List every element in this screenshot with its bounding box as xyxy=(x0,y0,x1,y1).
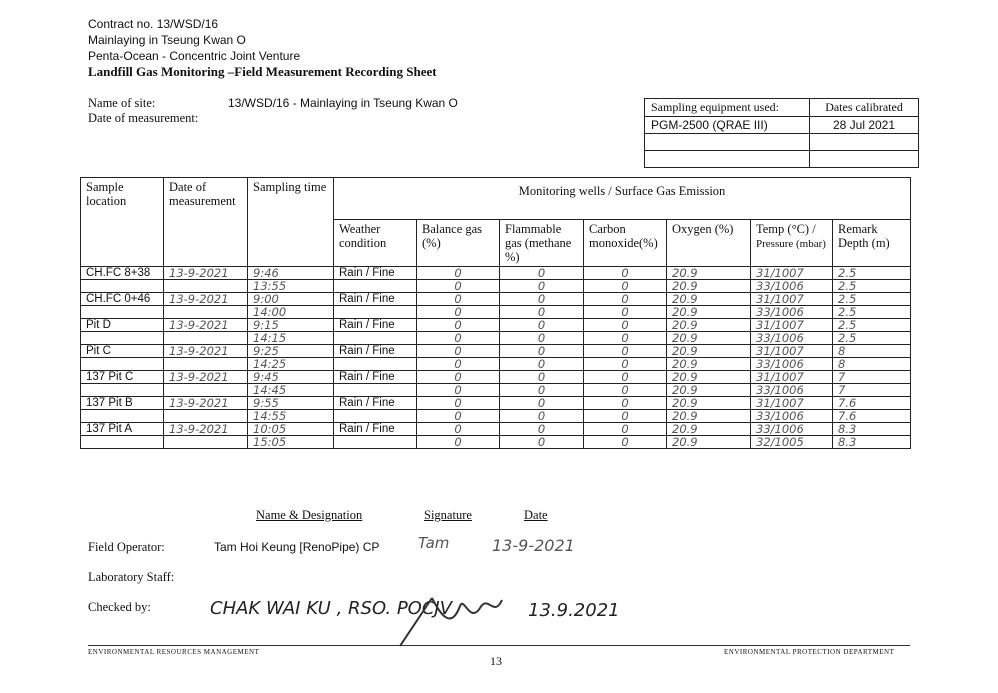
cell-date xyxy=(164,358,248,371)
cell-location xyxy=(81,384,164,397)
cell-co: 0 xyxy=(584,397,667,410)
cell-time: 13:55 xyxy=(248,280,334,293)
field-operator-date: 13-9-2021 xyxy=(492,536,575,555)
table-row xyxy=(81,345,911,358)
measurement-date-label: Date of measurement: xyxy=(88,111,199,125)
cell-location: 137 Pit B xyxy=(81,397,164,410)
col-date: Date xyxy=(524,508,548,522)
cell-weather: Rain / Fine xyxy=(334,293,417,306)
cell-weather xyxy=(334,358,417,371)
cell-flammable: 0 xyxy=(500,397,584,410)
cell-date xyxy=(164,436,248,449)
calibration-header: Dates calibrated xyxy=(810,99,919,117)
cell-date: 13-9-2021 xyxy=(164,423,248,436)
cell-time: 14:55 xyxy=(248,410,334,423)
cell-temp: 31/1007 xyxy=(751,345,833,358)
cell-time: 14:45 xyxy=(248,384,334,397)
table-row xyxy=(81,293,911,306)
cell-temp: 33/1006 xyxy=(751,306,833,319)
cell-location xyxy=(81,358,164,371)
cell-remark: 8.3 xyxy=(833,423,911,436)
cell-date xyxy=(164,410,248,423)
col-signature: Signature xyxy=(424,508,472,522)
header-date: Date of measurement xyxy=(164,178,248,267)
cell-temp: 33/1006 xyxy=(751,332,833,345)
cell-date xyxy=(164,280,248,293)
cell-remark: 2.5 xyxy=(833,306,911,319)
cell-oxygen: 20.9 xyxy=(667,345,751,358)
cell-co: 0 xyxy=(584,280,667,293)
calibration-empty-cell xyxy=(810,134,919,151)
table-row xyxy=(81,436,911,449)
contractor-name: Penta-Ocean - Concentric Joint Venture xyxy=(88,49,301,63)
cell-co: 0 xyxy=(584,332,667,345)
cell-weather: Rain / Fine xyxy=(334,397,417,410)
cell-time: 10:05 xyxy=(248,423,334,436)
cell-date xyxy=(164,332,248,345)
cell-oxygen: 20.9 xyxy=(667,410,751,423)
table-row xyxy=(81,280,911,293)
cell-flammable: 0 xyxy=(500,436,584,449)
cell-flammable: 0 xyxy=(500,371,584,384)
cell-balance: 0 xyxy=(417,280,500,293)
cell-temp: 33/1006 xyxy=(751,423,833,436)
cell-time: 9:55 xyxy=(248,397,334,410)
cell-time: 14:25 xyxy=(248,358,334,371)
cell-oxygen: 20.9 xyxy=(667,436,751,449)
cell-balance: 0 xyxy=(417,319,500,332)
header-oxygen: Oxygen (%) xyxy=(667,220,751,267)
equipment-table xyxy=(644,98,919,168)
cell-location: CH.FC 8+38 xyxy=(81,267,164,280)
project-name: Mainlaying in Tseung Kwan O xyxy=(88,33,246,47)
cell-weather: Rain / Fine xyxy=(334,319,417,332)
cell-location: Pit C xyxy=(81,345,164,358)
cell-balance: 0 xyxy=(417,293,500,306)
cell-location xyxy=(81,306,164,319)
cell-date: 13-9-2021 xyxy=(164,397,248,410)
site-name-label: Name of site: xyxy=(88,96,156,110)
cell-remark: 2.5 xyxy=(833,280,911,293)
cell-balance: 0 xyxy=(417,345,500,358)
checked-by-label: Checked by: xyxy=(88,600,151,614)
cell-balance: 0 xyxy=(417,358,500,371)
document-header xyxy=(88,16,437,80)
cell-remark: 7 xyxy=(833,384,911,397)
calibration-date: 28 Jul 2021 xyxy=(810,117,919,134)
cell-flammable: 0 xyxy=(500,280,584,293)
cell-date: 13-9-2021 xyxy=(164,371,248,384)
field-operator-label: Field Operator: xyxy=(88,540,165,554)
cell-location: 137 Pit C xyxy=(81,371,164,384)
cell-co: 0 xyxy=(584,267,667,280)
header-temp: Temp (°C) / xyxy=(756,222,816,236)
cell-co: 0 xyxy=(584,371,667,384)
cell-time: 9:15 xyxy=(248,319,334,332)
cell-weather xyxy=(334,306,417,319)
header-weather: Weather condition xyxy=(334,220,417,267)
monitoring-table xyxy=(80,177,911,449)
field-operator-signature: Tam xyxy=(418,534,450,552)
cell-balance: 0 xyxy=(417,306,500,319)
cell-weather xyxy=(334,332,417,345)
header-remark: Remark Depth (m) xyxy=(833,220,911,267)
cell-flammable: 0 xyxy=(500,319,584,332)
cell-weather xyxy=(334,280,417,293)
cell-location xyxy=(81,436,164,449)
cell-temp: 33/1006 xyxy=(751,410,833,423)
cell-temp: 31/1007 xyxy=(751,267,833,280)
cell-flammable: 0 xyxy=(500,332,584,345)
cell-oxygen: 20.9 xyxy=(667,319,751,332)
header-flammable-gas: Flammable gas (methane %) xyxy=(500,220,584,267)
cell-temp: 31/1007 xyxy=(751,293,833,306)
cell-remark: 7 xyxy=(833,371,911,384)
cell-balance: 0 xyxy=(417,410,500,423)
cell-remark: 8.3 xyxy=(833,436,911,449)
cell-balance: 0 xyxy=(417,436,500,449)
cell-temp: 33/1006 xyxy=(751,280,833,293)
cell-oxygen: 20.9 xyxy=(667,397,751,410)
cell-temp: 33/1006 xyxy=(751,384,833,397)
cell-flammable: 0 xyxy=(500,358,584,371)
table-row xyxy=(81,358,911,371)
table-row xyxy=(81,332,911,345)
cell-flammable: 0 xyxy=(500,410,584,423)
cell-flammable: 0 xyxy=(500,384,584,397)
cell-oxygen: 20.9 xyxy=(667,332,751,345)
cell-oxygen: 20.9 xyxy=(667,267,751,280)
cell-temp: 33/1006 xyxy=(751,358,833,371)
page-number: 13 xyxy=(490,654,502,668)
footer-rule xyxy=(88,645,910,646)
cell-temp: 31/1007 xyxy=(751,371,833,384)
equipment-empty-cell xyxy=(645,151,810,168)
cell-flammable: 0 xyxy=(500,345,584,358)
cell-time: 14:00 xyxy=(248,306,334,319)
header-time: Sampling time xyxy=(248,178,334,267)
cell-weather: Rain / Fine xyxy=(334,423,417,436)
cell-time: 9:45 xyxy=(248,371,334,384)
cell-balance: 0 xyxy=(417,371,500,384)
field-operator-name: Tam Hoi Keung [RenoPipe) CP xyxy=(214,540,380,554)
cell-remark: 7.6 xyxy=(833,397,911,410)
header-location: Sample location xyxy=(81,178,164,267)
cell-co: 0 xyxy=(584,293,667,306)
header-carbon-monoxide: Carbon monoxide(%) xyxy=(584,220,667,267)
table-row xyxy=(81,397,911,410)
cell-date xyxy=(164,306,248,319)
cell-temp: 32/1005 xyxy=(751,436,833,449)
cell-time: 15:05 xyxy=(248,436,334,449)
cell-oxygen: 20.9 xyxy=(667,384,751,397)
cell-oxygen: 20.9 xyxy=(667,293,751,306)
header-temp-pressure xyxy=(751,220,833,267)
cell-weather xyxy=(334,436,417,449)
table-row xyxy=(81,306,911,319)
cell-date: 13-9-2021 xyxy=(164,293,248,306)
footer-right: ENVIRONMENTAL PROTECTION DEPARTMENT xyxy=(724,648,895,656)
table-row xyxy=(81,267,911,280)
cell-time: 9:00 xyxy=(248,293,334,306)
header-pressure: Pressure (mbar) xyxy=(756,238,826,250)
checked-by-date: 13.9.2021 xyxy=(528,600,620,621)
table-row xyxy=(81,371,911,384)
cell-balance: 0 xyxy=(417,397,500,410)
cell-oxygen: 20.9 xyxy=(667,280,751,293)
cell-balance: 0 xyxy=(417,423,500,436)
cell-location: CH.FC 0+46 xyxy=(81,293,164,306)
cell-co: 0 xyxy=(584,345,667,358)
cell-weather xyxy=(334,410,417,423)
cell-balance: 0 xyxy=(417,267,500,280)
lab-staff-label: Laboratory Staff: xyxy=(88,570,175,584)
checked-by-name: CHAK WAI KU , RSO. POCJV xyxy=(210,598,453,619)
cell-date: 13-9-2021 xyxy=(164,319,248,332)
cell-co: 0 xyxy=(584,306,667,319)
table-row xyxy=(81,423,911,436)
equipment-empty-cell xyxy=(645,134,810,151)
cell-time: 9:46 xyxy=(248,267,334,280)
table-row xyxy=(81,384,911,397)
cell-flammable: 0 xyxy=(500,293,584,306)
cell-time: 9:25 xyxy=(248,345,334,358)
footer-left: ENVIRONMENTAL RESOURCES MANAGEMENT xyxy=(88,648,260,656)
cell-weather: Rain / Fine xyxy=(334,345,417,358)
cell-remark: 7.6 xyxy=(833,410,911,423)
contract-number: Contract no. 13/WSD/16 xyxy=(88,17,219,31)
cell-co: 0 xyxy=(584,319,667,332)
cell-weather: Rain / Fine xyxy=(334,371,417,384)
cell-oxygen: 20.9 xyxy=(667,371,751,384)
cell-location: 137 Pit A xyxy=(81,423,164,436)
header-balance-gas: Balance gas (%) xyxy=(417,220,500,267)
cell-date xyxy=(164,384,248,397)
cell-location xyxy=(81,280,164,293)
cell-remark: 2.5 xyxy=(833,267,911,280)
cell-location xyxy=(81,410,164,423)
equipment-header: Sampling equipment used: xyxy=(645,99,810,117)
cell-location xyxy=(81,332,164,345)
cell-flammable: 0 xyxy=(500,423,584,436)
cell-flammable: 0 xyxy=(500,306,584,319)
cell-time: 14:15 xyxy=(248,332,334,345)
header-monitoring-group: Monitoring wells / Surface Gas Emission xyxy=(334,178,911,220)
sheet-title: Landfill Gas Monitoring –Field Measurement Recording Sheet xyxy=(88,64,437,79)
checked-by-signature xyxy=(392,588,522,648)
cell-balance: 0 xyxy=(417,332,500,345)
table-body xyxy=(81,267,911,449)
equipment-model: PGM-2500 (QRAE III) xyxy=(645,117,810,134)
cell-date: 13-9-2021 xyxy=(164,267,248,280)
cell-temp: 31/1007 xyxy=(751,397,833,410)
cell-location: Pit D xyxy=(81,319,164,332)
cell-date: 13-9-2021 xyxy=(164,345,248,358)
table-row xyxy=(81,319,911,332)
calibration-empty-cell xyxy=(810,151,919,168)
cell-co: 0 xyxy=(584,436,667,449)
site-info xyxy=(88,96,458,126)
cell-flammable: 0 xyxy=(500,267,584,280)
cell-oxygen: 20.9 xyxy=(667,423,751,436)
cell-remark: 8 xyxy=(833,358,911,371)
cell-co: 0 xyxy=(584,384,667,397)
cell-oxygen: 20.9 xyxy=(667,358,751,371)
cell-co: 0 xyxy=(584,358,667,371)
cell-weather: Rain / Fine xyxy=(334,267,417,280)
cell-co: 0 xyxy=(584,423,667,436)
cell-balance: 0 xyxy=(417,384,500,397)
cell-weather xyxy=(334,384,417,397)
table-row xyxy=(81,410,911,423)
cell-remark: 2.5 xyxy=(833,293,911,306)
cell-co: 0 xyxy=(584,410,667,423)
col-name-designation: Name & Designation xyxy=(256,508,363,522)
cell-remark: 2.5 xyxy=(833,319,911,332)
site-name-value: 13/WSD/16 - Mainlaying in Tseung Kwan O xyxy=(228,96,458,110)
cell-remark: 8 xyxy=(833,345,911,358)
cell-temp: 31/1007 xyxy=(751,319,833,332)
cell-remark: 2.5 xyxy=(833,332,911,345)
cell-oxygen: 20.9 xyxy=(667,306,751,319)
